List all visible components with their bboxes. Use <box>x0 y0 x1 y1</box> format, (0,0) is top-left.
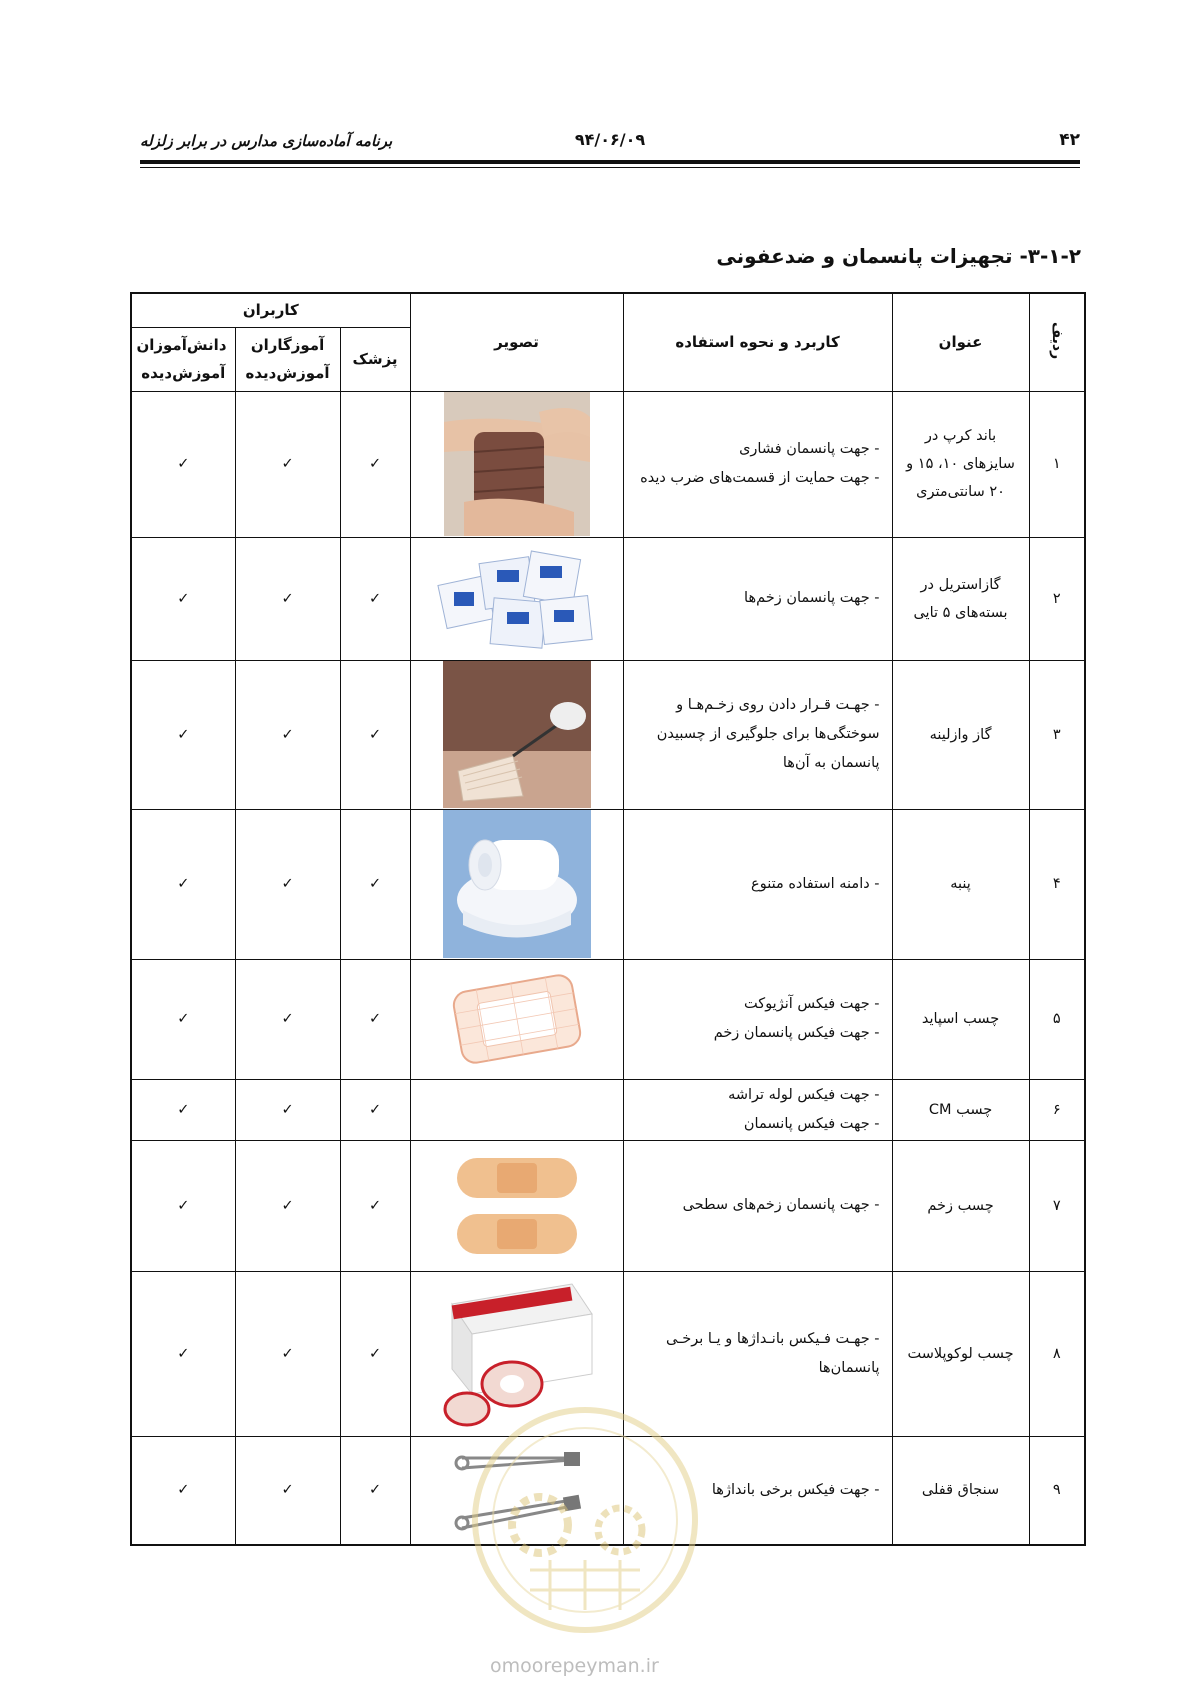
check-teachers: ✓ <box>235 1436 340 1545</box>
table-header-row <box>131 293 1085 327</box>
table-row <box>131 1436 1085 1545</box>
equipment-table <box>130 292 1086 1546</box>
row-number: ۷ <box>1029 1140 1085 1271</box>
item-usage: - جهـت قـرار دادن روی زخـم‌هـا و سوختگی‌ها برای جلوگیری از چسبیدن پانسمان به آن‌ها <box>623 660 892 809</box>
check-teachers: ✓ <box>235 660 340 809</box>
header-doctor: پزشک <box>340 327 410 391</box>
footer-website: omoorepeyman.ir <box>490 1655 659 1677</box>
header-date: ۹۴/۰۶/۰۹ <box>574 130 646 149</box>
item-title: گازاستریل در بسته‌های ۵ تایی <box>892 537 1029 660</box>
item-usage: - جهت فیکس لوله تراشه - جهت فیکس پانسمان <box>623 1079 892 1140</box>
crepe-bandage-photo <box>410 391 623 537</box>
item-usage: - جهـت فـیکس بانـداژها و یـا برخـی پانسمان‌ها <box>623 1271 892 1436</box>
table-row <box>131 809 1085 959</box>
row-number: ۵ <box>1029 959 1085 1079</box>
item-usage: - جهت پانسمان زخم‌ها <box>623 537 892 660</box>
check-students: ✓ <box>131 1140 235 1271</box>
vaseline-gauze-photo <box>410 660 623 809</box>
item-title: چسب اسپاید <box>892 959 1029 1079</box>
check-students: ✓ <box>131 537 235 660</box>
row-number: ۶ <box>1029 1079 1085 1140</box>
check-teachers: ✓ <box>235 391 340 537</box>
header-title: برنامه آماده‌سازی مدارس در برابر زلزله <box>140 132 393 150</box>
adhesive-dressing-photo <box>410 959 623 1079</box>
row-number: ۱ <box>1029 391 1085 537</box>
page-header <box>140 128 1080 164</box>
page-number: ۴۲ <box>1059 130 1080 150</box>
band-aid-photo <box>410 1140 623 1271</box>
check-students: ✓ <box>131 1079 235 1140</box>
item-title: چسب CM <box>892 1079 1029 1140</box>
check-doctor: ✓ <box>340 660 410 809</box>
section-title: ۳-۱-۲- تجهیزات پانسمان و ضدعفونی <box>716 244 1081 268</box>
check-teachers: ✓ <box>235 1140 340 1271</box>
header-row-number: ردیف <box>1029 293 1085 391</box>
check-students: ✓ <box>131 809 235 959</box>
check-teachers: ✓ <box>235 959 340 1079</box>
item-usage: - جهت فیکس آنژیوکت - جهت فیکس پانسمان زخم <box>623 959 892 1079</box>
check-doctor: ✓ <box>340 959 410 1079</box>
table-row <box>131 391 1085 537</box>
check-students: ✓ <box>131 1271 235 1436</box>
row-number: ۴ <box>1029 809 1085 959</box>
check-students: ✓ <box>131 391 235 537</box>
check-doctor: ✓ <box>340 1271 410 1436</box>
table-row <box>131 959 1085 1079</box>
check-teachers: ✓ <box>235 809 340 959</box>
item-title: پنبه <box>892 809 1029 959</box>
check-teachers: ✓ <box>235 1271 340 1436</box>
check-doctor: ✓ <box>340 809 410 959</box>
safety-pins-photo <box>410 1436 623 1545</box>
row-number: ۳ <box>1029 660 1085 809</box>
item-title: چسب لوکوپلاست <box>892 1271 1029 1436</box>
item-title: سنجاق قفلی <box>892 1436 1029 1545</box>
leukoplast-tape-photo <box>410 1271 623 1436</box>
check-teachers: ✓ <box>235 1079 340 1140</box>
header-users: کاربران <box>131 293 410 327</box>
check-students: ✓ <box>131 1436 235 1545</box>
check-students: ✓ <box>131 959 235 1079</box>
header-title-col: عنوان <box>892 293 1029 391</box>
check-doctor: ✓ <box>340 1079 410 1140</box>
header-rule-thin <box>140 167 1080 168</box>
row-number: ۸ <box>1029 1271 1085 1436</box>
cotton-roll-photo <box>410 809 623 959</box>
item-usage: - جهت پانسمان زخم‌های سطحی <box>623 1140 892 1271</box>
empty-image-cell <box>410 1079 623 1140</box>
header-image: تصویر <box>410 293 623 391</box>
check-doctor: ✓ <box>340 537 410 660</box>
check-teachers: ✓ <box>235 537 340 660</box>
sterile-gauze-packs-photo <box>410 537 623 660</box>
item-usage: - جهت فیکس برخی بانداژها <box>623 1436 892 1545</box>
table-row <box>131 537 1085 660</box>
item-title: باند کرپ در سایزهای ۱۰، ۱۵ و ۲۰ سانتی‌متری <box>892 391 1029 537</box>
check-doctor: ✓ <box>340 391 410 537</box>
item-usage: - دامنه استفاده متنوع <box>623 809 892 959</box>
check-doctor: ✓ <box>340 1140 410 1271</box>
table-row <box>131 660 1085 809</box>
item-usage: - جهت پانسمان فشاری - جهت حمایت از قسمت‌های ضرب دیده <box>623 391 892 537</box>
check-doctor: ✓ <box>340 1436 410 1545</box>
table-row <box>131 1140 1085 1271</box>
header-rule-thick <box>140 160 1080 164</box>
header-usage: کاربرد و نحوه استفاده <box>623 293 892 391</box>
table-row <box>131 1271 1085 1436</box>
check-students: ✓ <box>131 660 235 809</box>
row-number: ۹ <box>1029 1436 1085 1545</box>
row-number: ۲ <box>1029 537 1085 660</box>
item-title: گاز وازلینه <box>892 660 1029 809</box>
item-title: چسب زخم <box>892 1140 1029 1271</box>
header-teachers: آموزگاران آموزش‌دیده <box>235 327 340 391</box>
table-row <box>131 1079 1085 1140</box>
header-students: دانش‌آموزان آموزش‌دیده <box>131 327 235 391</box>
